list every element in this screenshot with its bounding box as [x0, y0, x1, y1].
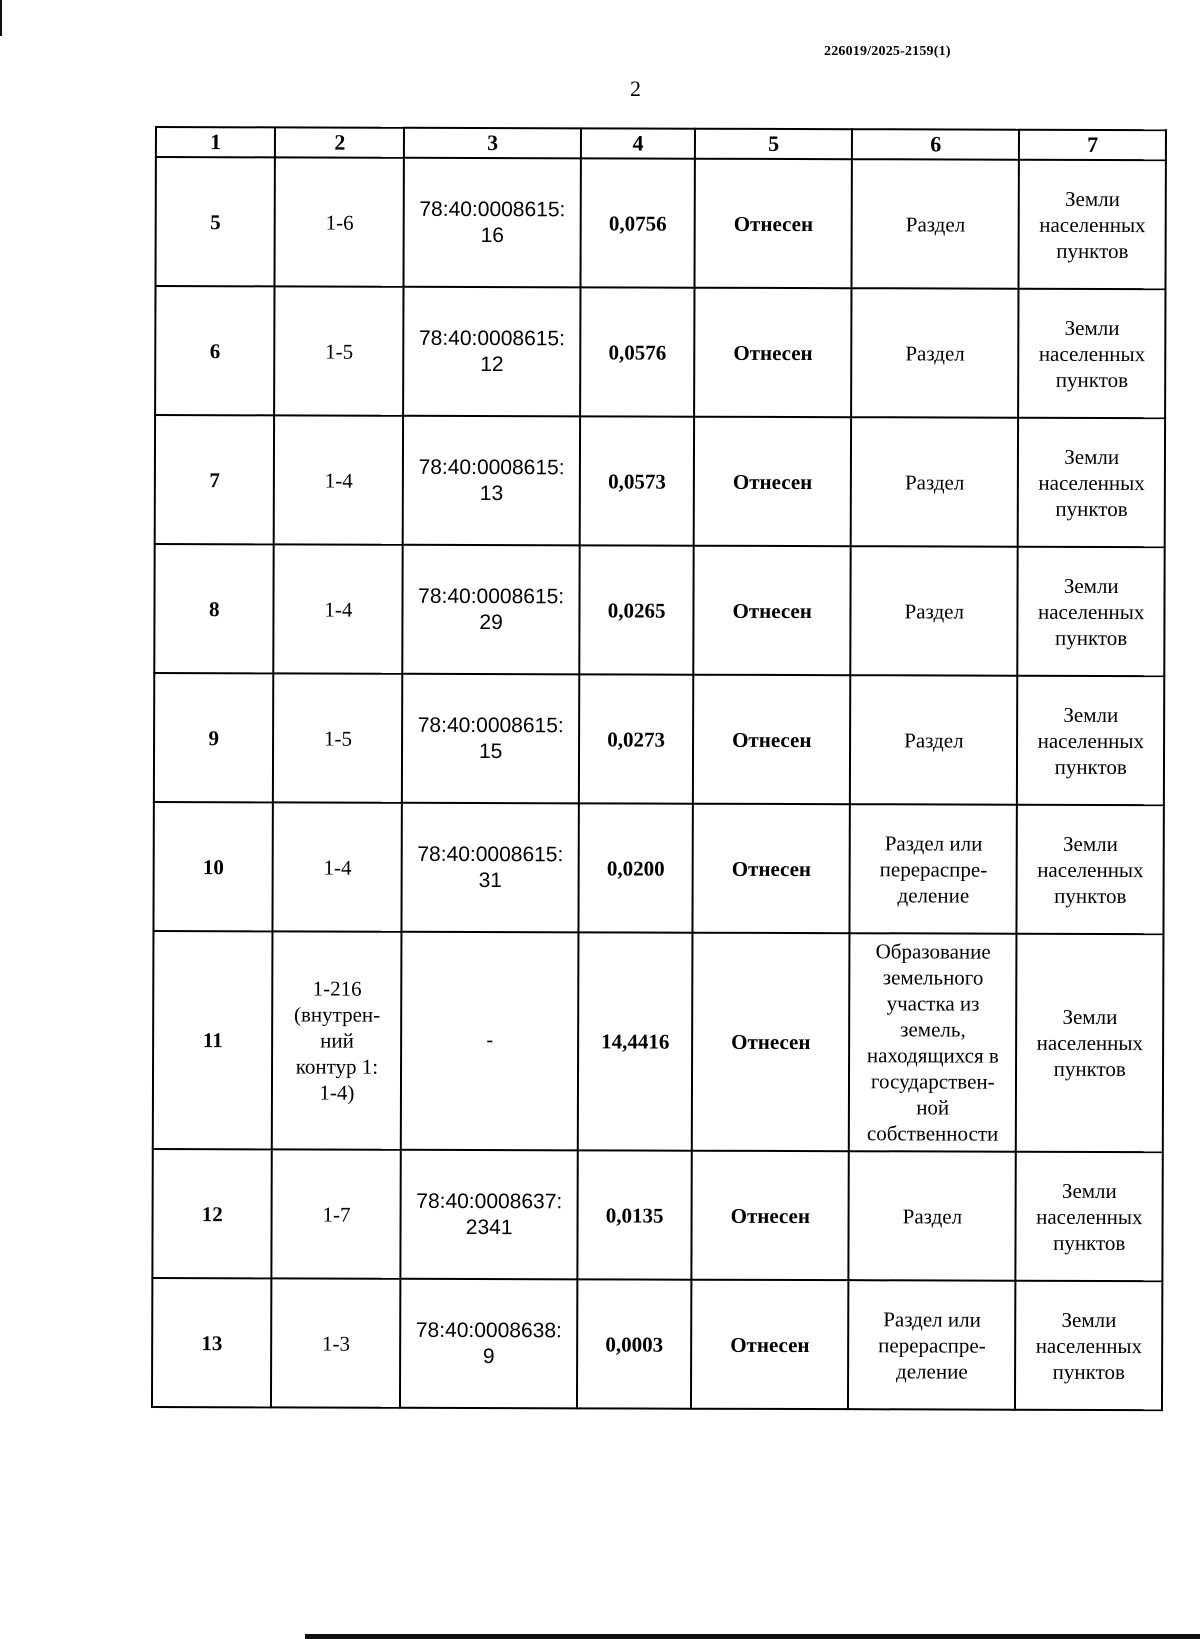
area-cell: 0,0756 — [580, 158, 695, 287]
row-number-cell: 10 — [153, 802, 273, 931]
table-row — [152, 1278, 1162, 1410]
formation-method-cell: Раздел — [850, 675, 1018, 805]
row-number-cell: 12 — [152, 1149, 272, 1278]
column-header: 4 — [581, 128, 695, 158]
status-cell: Отнесен — [692, 933, 850, 1151]
land-category-cell: Земли населенных пунктов — [1018, 547, 1165, 676]
column-header: 3 — [404, 128, 581, 159]
cadastral-number-cell: 78:40:0008615: 31 — [402, 803, 579, 933]
contour-cell: 1-4 — [274, 544, 403, 673]
land-plots-table — [151, 126, 1167, 1411]
column-header: 2 — [275, 127, 404, 157]
table-row — [153, 802, 1163, 934]
cadastral-number-cell: 78:40:0008615: 29 — [403, 545, 580, 675]
contour-cell: 1-5 — [275, 286, 404, 415]
land-category-cell: Земли населенных пунктов — [1019, 289, 1166, 418]
formation-method-cell: Раздел или перераспре- деление — [850, 804, 1018, 934]
area-cell: 0,0273 — [579, 674, 694, 803]
status-cell: Отнесен — [691, 1280, 848, 1409]
formation-method-cell: Образование земельного участка из земель, находящихся в государствен- ной собственности — [849, 933, 1017, 1152]
table-row — [154, 673, 1164, 805]
status-cell: Отнесен — [694, 288, 851, 417]
cadastral-number-cell: - — [401, 932, 578, 1151]
row-number-cell: 11 — [153, 931, 273, 1149]
contour-cell: 1-5 — [273, 673, 402, 802]
area-cell: 0,0135 — [577, 1150, 692, 1279]
area-cell: 14,4416 — [578, 932, 693, 1150]
area-cell: 0,0576 — [580, 287, 695, 416]
scan-bottom-edge — [305, 1634, 1200, 1639]
cadastral-number-cell: 78:40:0008615: 12 — [403, 287, 580, 417]
status-cell: Отнесен — [692, 1151, 849, 1280]
contour-cell: 1-6 — [275, 157, 404, 286]
row-number-cell: 8 — [154, 544, 274, 673]
land-category-cell: Земли населенных пунктов — [1016, 934, 1163, 1152]
table-row — [155, 157, 1165, 289]
table-row — [153, 931, 1164, 1152]
table-row — [155, 415, 1165, 547]
status-cell: Отнесен — [693, 675, 850, 804]
row-number-cell: 13 — [152, 1278, 272, 1407]
column-header: 1 — [156, 127, 276, 157]
cadastral-number-cell: 78:40:0008638: 9 — [400, 1279, 577, 1409]
area-cell: 0,0573 — [580, 416, 695, 545]
formation-method-cell: Раздел — [851, 288, 1019, 418]
land-category-cell: Земли населенных пунктов — [1017, 676, 1164, 805]
cadastral-number-cell: 78:40:0008637: 2341 — [401, 1150, 578, 1280]
cadastral-number-cell: 78:40:0008615: 16 — [404, 158, 581, 288]
status-cell: Отнесен — [694, 546, 851, 675]
status-cell: Отнесен — [694, 417, 851, 546]
status-cell: Отнесен — [693, 804, 850, 933]
cadastral-number-cell: 78:40:0008615: 15 — [402, 674, 579, 804]
contour-cell: 1-3 — [271, 1278, 400, 1407]
land-category-cell: Земли населенных пунктов — [1016, 1152, 1163, 1281]
document-id: 226019/2025-2159(1) — [824, 44, 951, 59]
area-cell: 0,0265 — [579, 545, 694, 674]
column-number-row — [156, 127, 1166, 160]
column-header: 6 — [852, 129, 1019, 160]
table-row — [154, 544, 1164, 676]
row-number-cell: 7 — [155, 415, 275, 544]
page-number: 2 — [630, 76, 641, 101]
area-cell: 0,0003 — [577, 1279, 692, 1408]
land-category-cell: Земли населенных пунктов — [1015, 1281, 1162, 1410]
row-number-cell: 6 — [155, 286, 275, 415]
table-row — [152, 1149, 1162, 1281]
cadastral-number-cell: 78:40:0008615: 13 — [403, 416, 580, 546]
formation-method-cell: Раздел — [850, 546, 1018, 676]
contour-cell: 1-216 (внутрен- ний контур 1: 1-4) — [272, 931, 402, 1149]
formation-method-cell: Раздел — [849, 1151, 1017, 1281]
formation-method-cell: Раздел или перераспре- деление — [848, 1280, 1016, 1410]
status-cell: Отнесен — [695, 159, 852, 288]
row-number-cell: 9 — [154, 673, 274, 802]
row-number-cell: 5 — [155, 157, 275, 286]
column-header: 5 — [695, 129, 852, 159]
area-cell: 0,0200 — [578, 803, 693, 932]
formation-method-cell: Раздел — [851, 417, 1019, 547]
formation-method-cell: Раздел — [852, 159, 1020, 289]
contour-cell: 1-7 — [272, 1149, 401, 1278]
table-row — [155, 286, 1165, 418]
contour-cell: 1-4 — [273, 802, 402, 931]
column-header: 7 — [1019, 130, 1166, 160]
land-category-cell: Земли населенных пунктов — [1018, 418, 1165, 547]
contour-cell: 1-4 — [274, 415, 403, 544]
land-category-cell: Земли населенных пунктов — [1019, 160, 1166, 289]
scan-edge-mark — [0, 0, 2, 36]
land-category-cell: Земли населенных пунктов — [1017, 805, 1164, 934]
